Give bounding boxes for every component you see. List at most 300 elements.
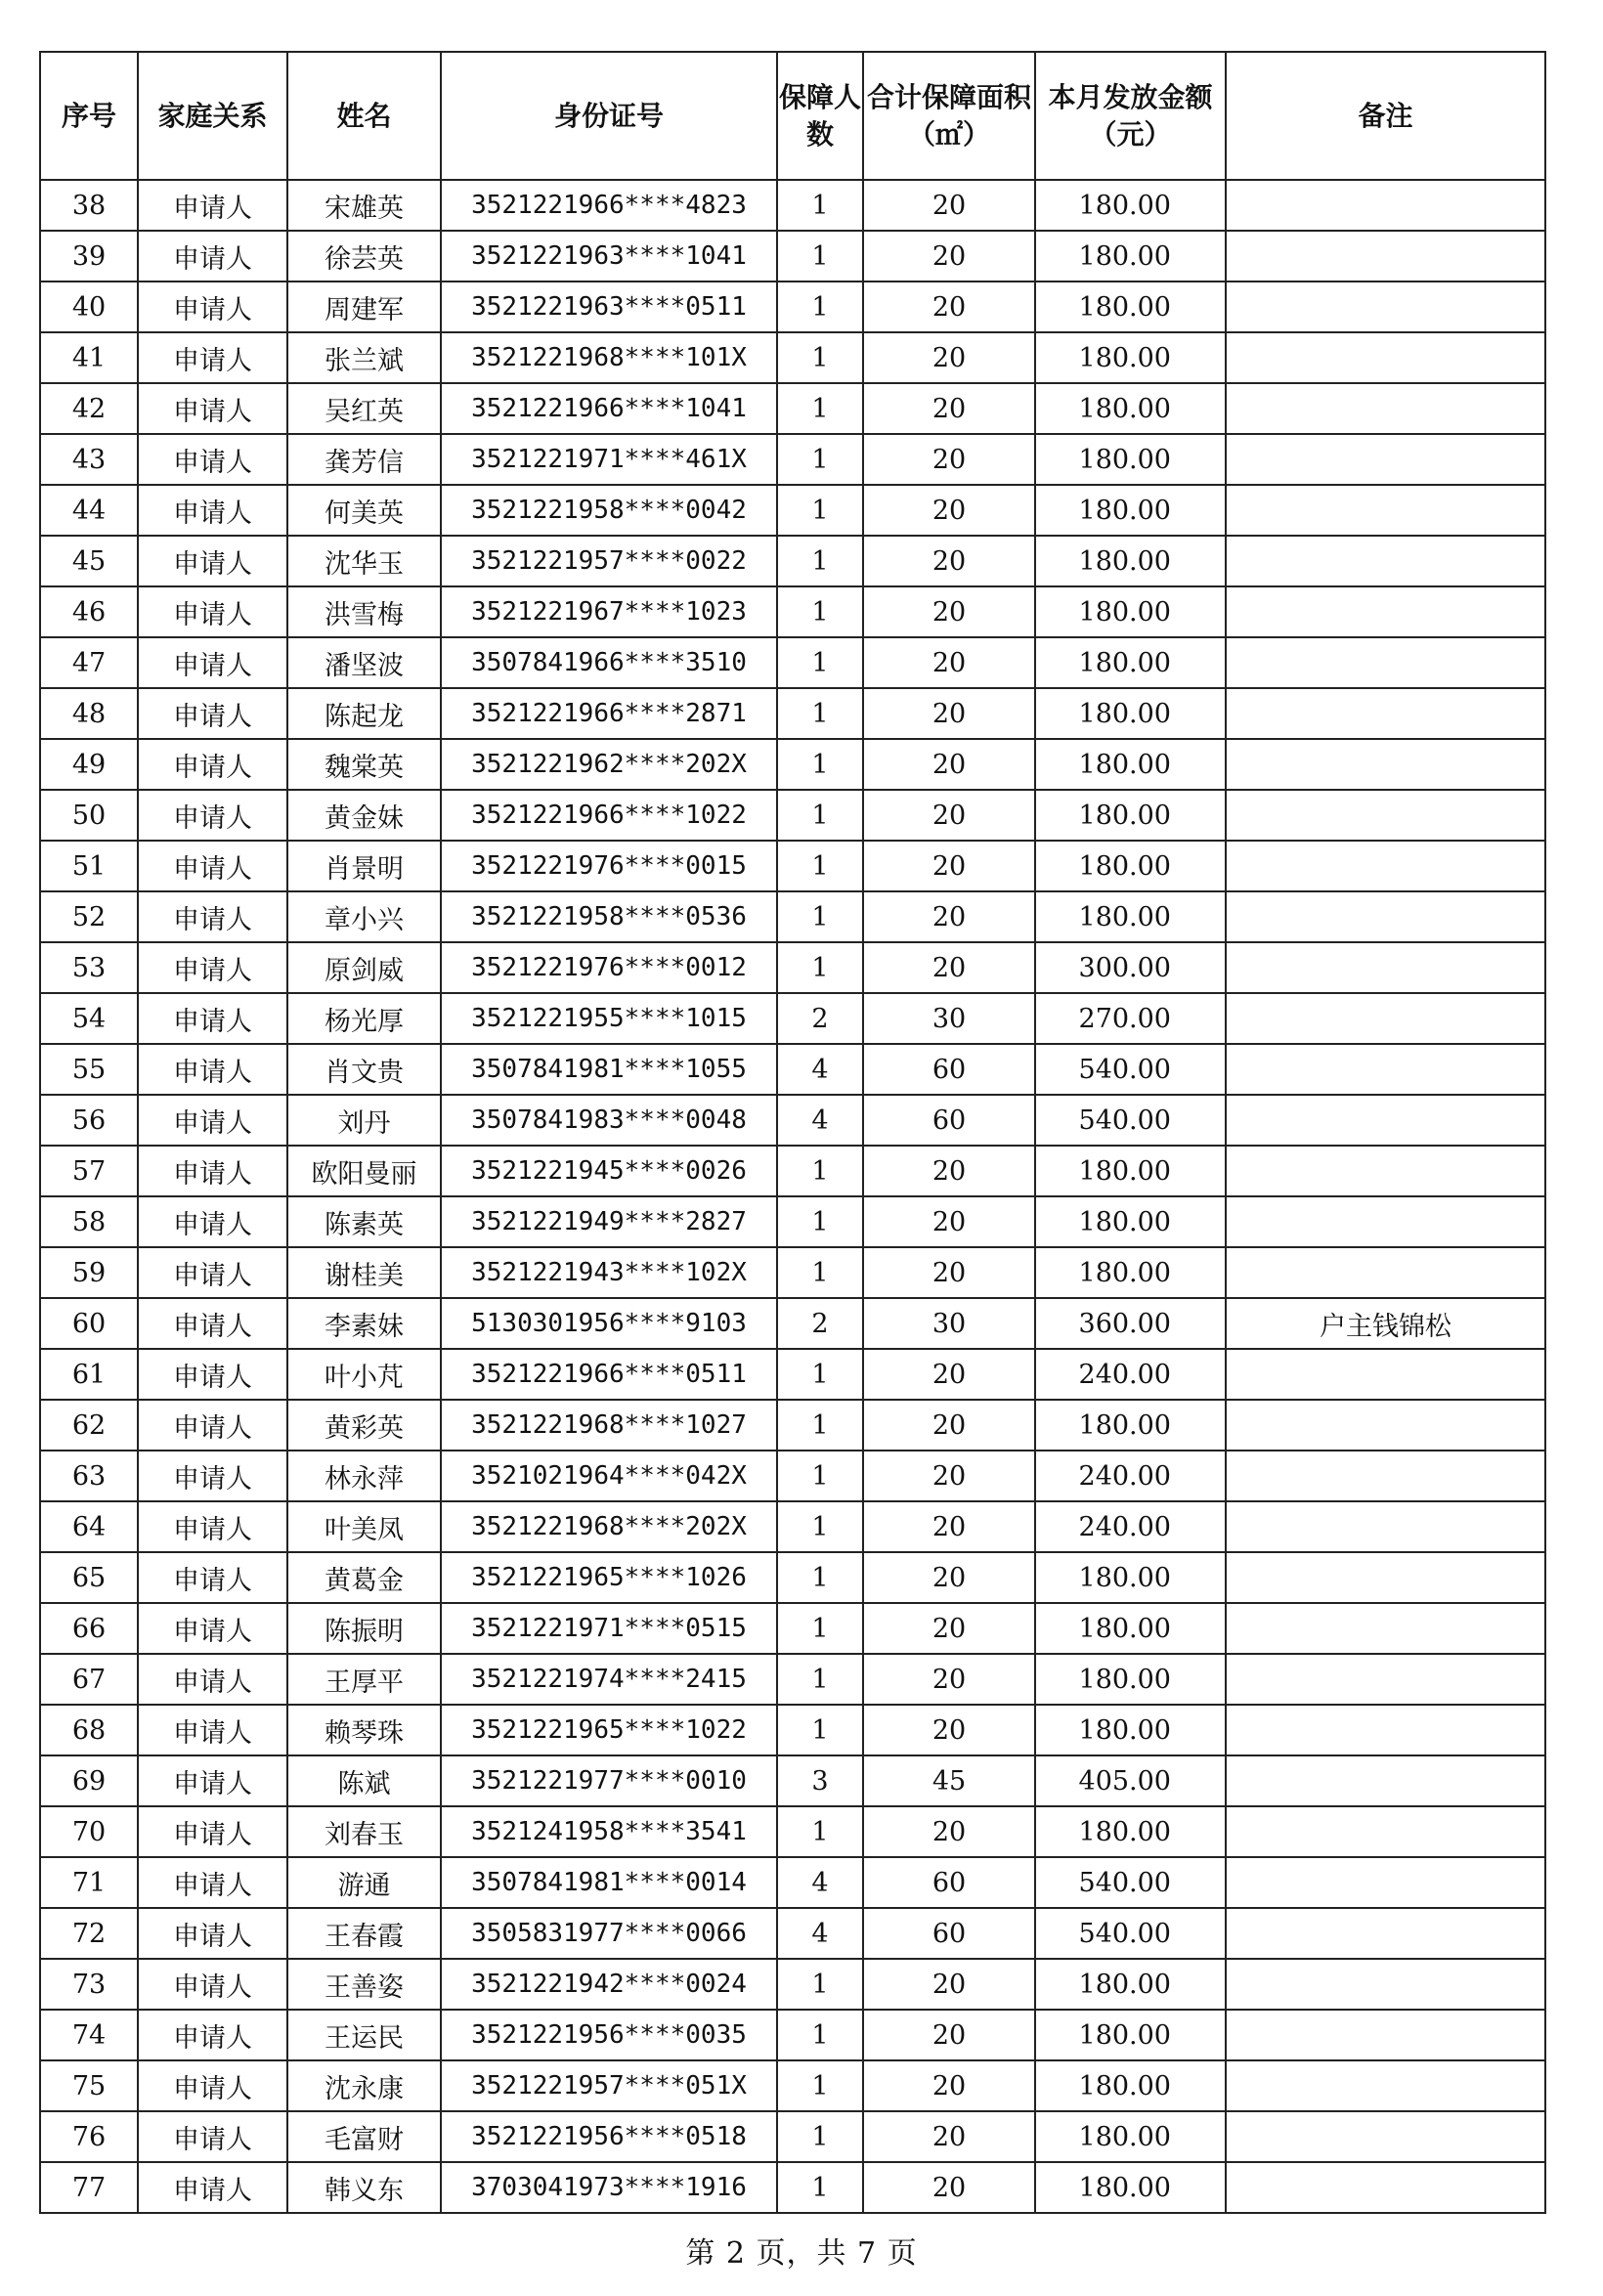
cell-name: 游通 [287,1857,441,1908]
table-row [40,1959,1545,2010]
cell-relation: 申请人 [138,891,287,942]
cell-note [1226,434,1545,485]
cell-name: 谢桂美 [287,1247,441,1298]
cell-note [1226,2111,1545,2162]
header-row [40,52,1545,180]
cell-id: 5130301956****9103 [441,1298,777,1349]
table-row [40,332,1545,383]
table-row [40,2060,1545,2111]
cell-name: 周建军 [287,282,441,332]
cell-note [1226,1552,1545,1603]
cell-persons: 1 [777,1247,863,1298]
table-row [40,993,1545,1044]
cell-persons: 1 [777,282,863,332]
table-row [40,688,1545,739]
cell-id: 3521221966****1022 [441,790,777,841]
cell-amount: 540.00 [1035,1908,1226,1959]
cell-id: 3521221965****1022 [441,1705,777,1755]
cell-area: 20 [863,2060,1035,2111]
cell-area: 20 [863,1501,1035,1552]
cell-area: 45 [863,1755,1035,1806]
cell-seq: 53 [40,942,138,993]
cell-amount: 540.00 [1035,1044,1226,1095]
cell-name: 沈华玉 [287,536,441,586]
cell-area: 20 [863,2010,1035,2060]
cell-amount: 540.00 [1035,1095,1226,1146]
cell-seq: 38 [40,180,138,231]
table-row [40,1349,1545,1400]
cell-note [1226,383,1545,434]
cell-relation: 申请人 [138,1095,287,1146]
header-id: 身份证号 [441,52,777,180]
cell-relation: 申请人 [138,1705,287,1755]
cell-persons: 1 [777,1349,863,1400]
cell-persons: 1 [777,1603,863,1654]
cell-relation: 申请人 [138,942,287,993]
cell-name: 肖景明 [287,841,441,891]
cell-amount: 180.00 [1035,586,1226,637]
cell-id: 3521221974****2415 [441,1654,777,1705]
cell-id: 3521221966****0511 [441,1349,777,1400]
cell-area: 20 [863,536,1035,586]
cell-amount: 180.00 [1035,2162,1226,2213]
table-row [40,739,1545,790]
cell-name: 王春霞 [287,1908,441,1959]
cell-persons: 1 [777,383,863,434]
cell-note [1226,2162,1545,2213]
cell-persons: 1 [777,586,863,637]
cell-persons: 1 [777,231,863,282]
cell-area: 20 [863,1400,1035,1451]
cell-id: 3521221971****0515 [441,1603,777,1654]
cell-note [1226,2060,1545,2111]
cell-relation: 申请人 [138,1755,287,1806]
cell-amount: 180.00 [1035,2010,1226,2060]
cell-id: 3507841983****0048 [441,1095,777,1146]
cell-relation: 申请人 [138,2162,287,2213]
cell-persons: 4 [777,1044,863,1095]
cell-seq: 41 [40,332,138,383]
cell-amount: 180.00 [1035,332,1226,383]
cell-area: 20 [863,1654,1035,1705]
cell-note [1226,1400,1545,1451]
cell-note [1226,1603,1545,1654]
table-row [40,637,1545,688]
cell-area: 20 [863,688,1035,739]
cell-seq: 47 [40,637,138,688]
cell-amount: 180.00 [1035,1146,1226,1196]
table-row [40,180,1545,231]
cell-note [1226,586,1545,637]
table-row [40,2010,1545,2060]
cell-id: 3703041973****1916 [441,2162,777,2213]
table-row [40,1451,1545,1501]
cell-area: 20 [863,485,1035,536]
cell-seq: 72 [40,1908,138,1959]
cell-id: 3521221966****2871 [441,688,777,739]
cell-area: 20 [863,586,1035,637]
cell-seq: 52 [40,891,138,942]
cell-id: 3521221958****0042 [441,485,777,536]
cell-amount: 180.00 [1035,536,1226,586]
cell-seq: 64 [40,1501,138,1552]
cell-relation: 申请人 [138,1654,287,1705]
cell-relation: 申请人 [138,2010,287,2060]
table-row [40,942,1545,993]
cell-seq: 70 [40,1806,138,1857]
cell-relation: 申请人 [138,1501,287,1552]
cell-persons: 1 [777,891,863,942]
cell-seq: 43 [40,434,138,485]
table-row [40,1552,1545,1603]
cell-persons: 2 [777,993,863,1044]
cell-note [1226,1095,1545,1146]
cell-note [1226,1806,1545,1857]
cell-seq: 62 [40,1400,138,1451]
table-row [40,586,1545,637]
cell-note [1226,2010,1545,2060]
cell-id: 3507841981****1055 [441,1044,777,1095]
cell-relation: 申请人 [138,1857,287,1908]
cell-amount: 180.00 [1035,434,1226,485]
cell-amount: 405.00 [1035,1755,1226,1806]
cell-id: 3521221976****0015 [441,841,777,891]
cell-amount: 270.00 [1035,993,1226,1044]
cell-name: 杨光厚 [287,993,441,1044]
cell-seq: 45 [40,536,138,586]
cell-note [1226,536,1545,586]
table-row [40,1247,1545,1298]
cell-note [1226,942,1545,993]
cell-id: 3521221965****1026 [441,1552,777,1603]
cell-persons: 1 [777,1400,863,1451]
cell-area: 20 [863,2162,1035,2213]
table-row [40,1095,1545,1146]
cell-area: 20 [863,1196,1035,1247]
cell-persons: 1 [777,1146,863,1196]
cell-amount: 180.00 [1035,1959,1226,2010]
cell-note [1226,841,1545,891]
cell-area: 20 [863,1705,1035,1755]
cell-persons: 1 [777,1705,863,1755]
cell-amount: 240.00 [1035,1451,1226,1501]
cell-note [1226,891,1545,942]
cell-name: 王厚平 [287,1654,441,1705]
cell-id: 3521241958****3541 [441,1806,777,1857]
table-row [40,2111,1545,2162]
cell-name: 王善姿 [287,1959,441,2010]
cell-seq: 69 [40,1755,138,1806]
cell-amount: 180.00 [1035,180,1226,231]
cell-relation: 申请人 [138,739,287,790]
header-amount: 本月发放金额（元） [1035,52,1226,180]
cell-area: 20 [863,2111,1035,2162]
cell-persons: 1 [777,1552,863,1603]
cell-area: 20 [863,1552,1035,1603]
table-row [40,2162,1545,2213]
cell-area: 20 [863,739,1035,790]
cell-id: 3521221956****0518 [441,2111,777,2162]
cell-seq: 60 [40,1298,138,1349]
cell-name: 何美英 [287,485,441,536]
cell-persons: 3 [777,1755,863,1806]
table-row [40,536,1545,586]
header-persons: 保障人数 [777,52,863,180]
cell-seq: 57 [40,1146,138,1196]
cell-seq: 65 [40,1552,138,1603]
cell-relation: 申请人 [138,383,287,434]
cell-id: 3521221943****102X [441,1247,777,1298]
cell-relation: 申请人 [138,841,287,891]
cell-area: 20 [863,841,1035,891]
cell-name: 章小兴 [287,891,441,942]
cell-name: 欧阳曼丽 [287,1146,441,1196]
cell-persons: 1 [777,485,863,536]
cell-seq: 66 [40,1603,138,1654]
cell-name: 刘春玉 [287,1806,441,1857]
cell-area: 20 [863,1247,1035,1298]
cell-note [1226,790,1545,841]
table-row [40,434,1545,485]
cell-area: 30 [863,1298,1035,1349]
cell-amount: 180.00 [1035,1806,1226,1857]
cell-note [1226,1044,1545,1095]
cell-area: 20 [863,1959,1035,2010]
cell-relation: 申请人 [138,1603,287,1654]
cell-note [1226,1196,1545,1247]
cell-amount: 180.00 [1035,688,1226,739]
cell-note [1226,1908,1545,1959]
cell-name: 黄金妹 [287,790,441,841]
cell-id: 3521221968****202X [441,1501,777,1552]
cell-name: 宋雄英 [287,180,441,231]
cell-persons: 1 [777,1959,863,2010]
cell-area: 20 [863,282,1035,332]
cell-id: 3521221966****4823 [441,180,777,231]
cell-area: 20 [863,383,1035,434]
cell-persons: 4 [777,1908,863,1959]
cell-area: 20 [863,1451,1035,1501]
cell-amount: 540.00 [1035,1857,1226,1908]
cell-area: 20 [863,231,1035,282]
cell-seq: 73 [40,1959,138,2010]
cell-note [1226,637,1545,688]
table-row [40,790,1545,841]
cell-id: 3521221945****0026 [441,1146,777,1196]
cell-name: 吴红英 [287,383,441,434]
cell-relation: 申请人 [138,180,287,231]
cell-note [1226,1705,1545,1755]
table-row [40,1755,1545,1806]
cell-relation: 申请人 [138,1451,287,1501]
cell-relation: 申请人 [138,790,287,841]
cell-persons: 1 [777,2060,863,2111]
allowance-table [39,51,1546,2214]
table-row [40,1400,1545,1451]
cell-amount: 180.00 [1035,2060,1226,2111]
cell-amount: 180.00 [1035,891,1226,942]
cell-relation: 申请人 [138,1908,287,1959]
cell-persons: 2 [777,1298,863,1349]
cell-name: 龚芳信 [287,434,441,485]
cell-area: 60 [863,1044,1035,1095]
cell-relation: 申请人 [138,1806,287,1857]
cell-note [1226,739,1545,790]
cell-name: 陈斌 [287,1755,441,1806]
cell-amount: 180.00 [1035,1400,1226,1451]
cell-note [1226,1755,1545,1806]
cell-persons: 1 [777,2010,863,2060]
cell-amount: 180.00 [1035,1654,1226,1705]
cell-area: 60 [863,1095,1035,1146]
table-row [40,1146,1545,1196]
cell-name: 魏棠英 [287,739,441,790]
cell-area: 20 [863,790,1035,841]
cell-area: 20 [863,434,1035,485]
cell-persons: 1 [777,1196,863,1247]
cell-name: 叶美凤 [287,1501,441,1552]
cell-area: 60 [863,1908,1035,1959]
cell-relation: 申请人 [138,332,287,383]
cell-relation: 申请人 [138,1400,287,1451]
table-row [40,1044,1545,1095]
cell-id: 3521221956****0035 [441,2010,777,2060]
cell-area: 20 [863,332,1035,383]
cell-name: 刘丹 [287,1095,441,1146]
cell-id: 3521221949****2827 [441,1196,777,1247]
cell-amount: 180.00 [1035,637,1226,688]
cell-relation: 申请人 [138,282,287,332]
cell-relation: 申请人 [138,485,287,536]
cell-persons: 1 [777,688,863,739]
cell-id: 3521221971****461X [441,434,777,485]
table-row [40,1705,1545,1755]
cell-note [1226,332,1545,383]
cell-relation: 申请人 [138,1552,287,1603]
cell-id: 3521221957****0022 [441,536,777,586]
cell-note [1226,1959,1545,2010]
cell-persons: 1 [777,841,863,891]
cell-seq: 63 [40,1451,138,1501]
cell-name: 毛富财 [287,2111,441,2162]
cell-amount: 180.00 [1035,1705,1226,1755]
cell-amount: 180.00 [1035,841,1226,891]
cell-relation: 申请人 [138,637,287,688]
cell-name: 李素妹 [287,1298,441,1349]
cell-name: 叶小芃 [287,1349,441,1400]
cell-id: 3521221977****0010 [441,1755,777,1806]
cell-seq: 46 [40,586,138,637]
cell-amount: 360.00 [1035,1298,1226,1349]
cell-note [1226,1501,1545,1552]
cell-relation: 申请人 [138,2060,287,2111]
cell-amount: 180.00 [1035,1247,1226,1298]
cell-persons: 1 [777,180,863,231]
cell-seq: 75 [40,2060,138,2111]
header-relation: 家庭关系 [138,52,287,180]
cell-relation: 申请人 [138,586,287,637]
cell-amount: 180.00 [1035,1603,1226,1654]
cell-note [1226,1451,1545,1501]
table-row [40,1857,1545,1908]
header-seq: 序号 [40,52,138,180]
cell-persons: 1 [777,332,863,383]
header-name: 姓名 [287,52,441,180]
cell-persons: 4 [777,1095,863,1146]
table-row [40,1654,1545,1705]
cell-seq: 77 [40,2162,138,2213]
cell-note: 户主钱锦松 [1226,1298,1545,1349]
cell-area: 20 [863,1603,1035,1654]
cell-persons: 1 [777,2111,863,2162]
table-row [40,282,1545,332]
cell-amount: 180.00 [1035,790,1226,841]
cell-relation: 申请人 [138,231,287,282]
cell-note [1226,485,1545,536]
cell-seq: 48 [40,688,138,739]
cell-id: 3521021964****042X [441,1451,777,1501]
cell-note [1226,993,1545,1044]
cell-relation: 申请人 [138,688,287,739]
cell-name: 赖琴珠 [287,1705,441,1755]
cell-relation: 申请人 [138,1044,287,1095]
cell-note [1226,282,1545,332]
cell-persons: 1 [777,434,863,485]
cell-seq: 71 [40,1857,138,1908]
cell-relation: 申请人 [138,1196,287,1247]
cell-amount: 300.00 [1035,942,1226,993]
cell-id: 3521221962****202X [441,739,777,790]
cell-persons: 1 [777,1451,863,1501]
cell-amount: 180.00 [1035,1196,1226,1247]
cell-relation: 申请人 [138,1298,287,1349]
cell-area: 20 [863,180,1035,231]
cell-id: 3521221963****0511 [441,282,777,332]
table-row [40,1196,1545,1247]
cell-relation: 申请人 [138,1959,287,2010]
header-area: 合计保障面积（㎡） [863,52,1035,180]
table-row [40,1298,1545,1349]
cell-amount: 180.00 [1035,383,1226,434]
cell-amount: 180.00 [1035,739,1226,790]
cell-amount: 180.00 [1035,231,1226,282]
cell-id: 3507841966****3510 [441,637,777,688]
cell-persons: 4 [777,1857,863,1908]
cell-persons: 1 [777,1654,863,1705]
cell-relation: 申请人 [138,1349,287,1400]
cell-id: 3521221967****1023 [441,586,777,637]
cell-area: 30 [863,993,1035,1044]
cell-amount: 180.00 [1035,1552,1226,1603]
cell-name: 王运民 [287,2010,441,2060]
cell-id: 3521221968****1027 [441,1400,777,1451]
cell-id: 3521221958****0536 [441,891,777,942]
cell-amount: 180.00 [1035,2111,1226,2162]
table-row [40,891,1545,942]
cell-seq: 55 [40,1044,138,1095]
cell-persons: 1 [777,536,863,586]
cell-persons: 1 [777,637,863,688]
cell-persons: 1 [777,2162,863,2213]
cell-seq: 74 [40,2010,138,2060]
cell-seq: 39 [40,231,138,282]
cell-id: 3521221968****101X [441,332,777,383]
cell-seq: 56 [40,1095,138,1146]
cell-name: 陈起龙 [287,688,441,739]
cell-name: 陈振明 [287,1603,441,1654]
cell-name: 徐芸英 [287,231,441,282]
cell-note [1226,1247,1545,1298]
